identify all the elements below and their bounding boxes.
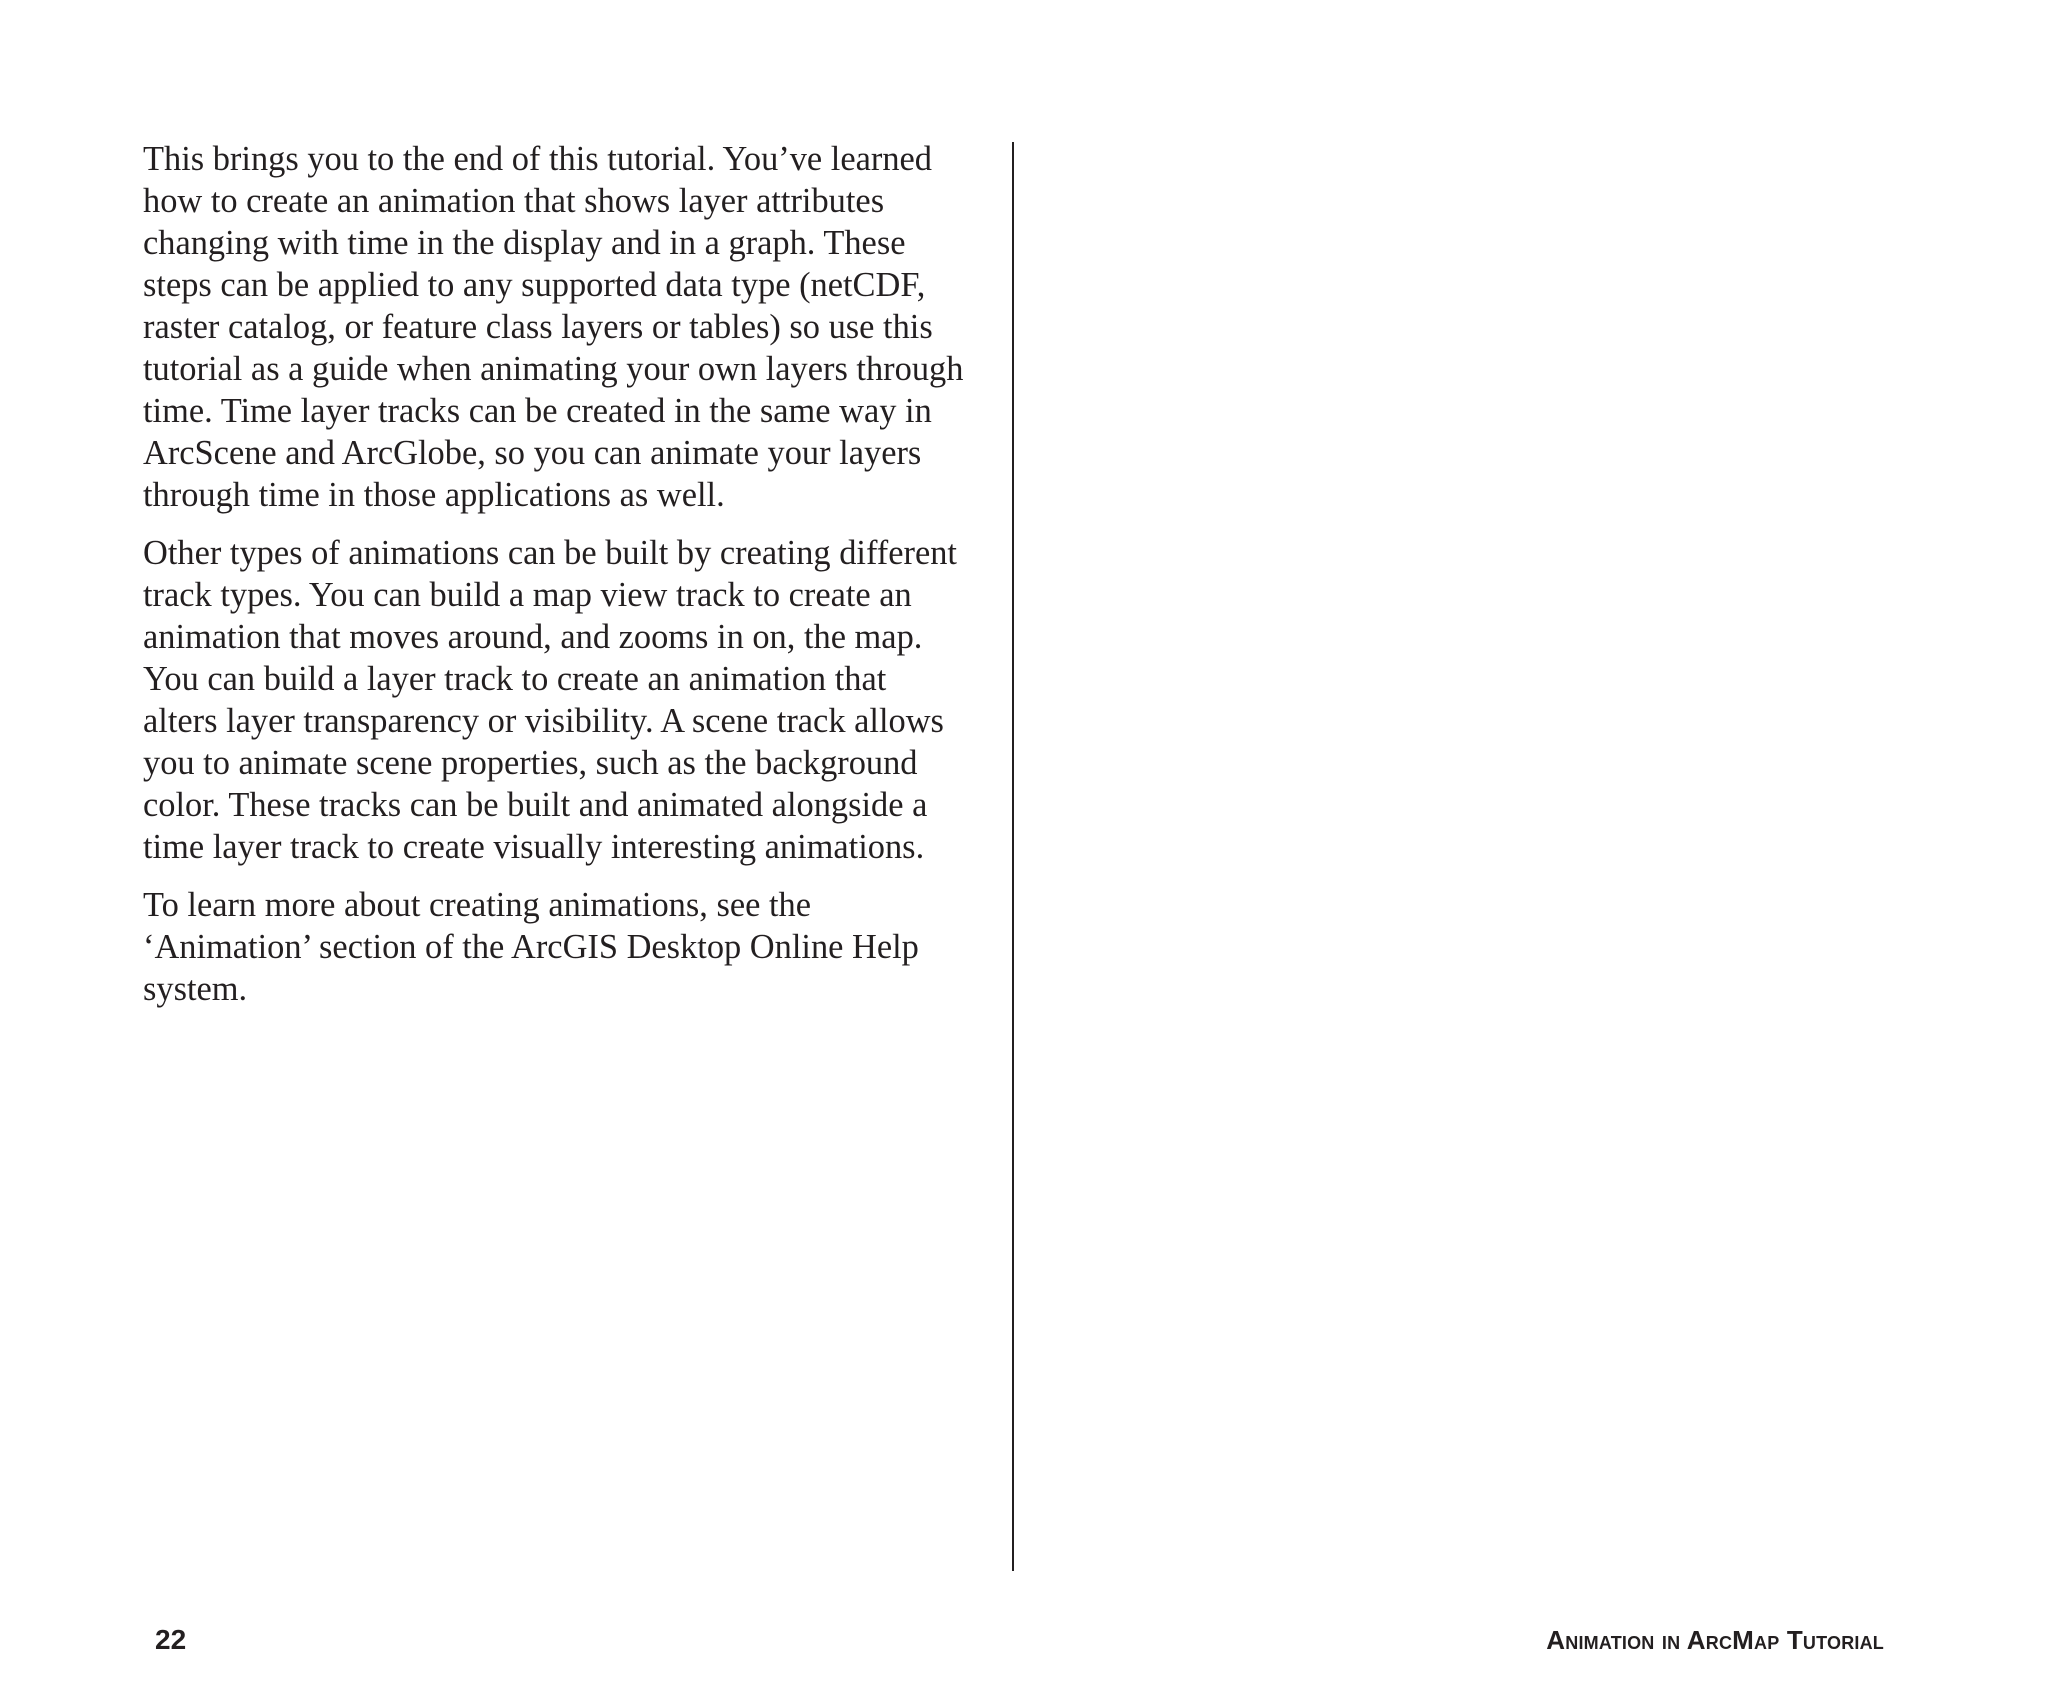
paragraph-learn-more: To learn more about creating animations, see the ‘Animation’ section of the ArcGIS Desktop Online Help system.	[143, 886, 919, 1008]
page-footer	[0, 1620, 2048, 1660]
body-text-column	[143, 138, 1003, 1026]
column-divider	[1012, 142, 1014, 1571]
page-number: 22	[155, 1624, 187, 1655]
paragraph-other-animation-types: Other types of animations can be built by creating different track types. You can build a map view track to create an animation that moves around, and zooms in on, the map. You can build a layer track to create an animation that alters layer transparency or visibility. A scene track allows you to animate scene properties, such as the background color. These tracks can be built and animated alongside a time layer track to create visually interesting animations.	[143, 534, 957, 866]
paragraph-end-of-tutorial: This brings you to the end of this tutorial. You’ve learned how to create an animation that shows layer attributes changing with time in the display and in a graph. These steps can be applied to any supported data type (netCDF, raster catalog, or feature class layers or tables) so use this tutorial as a guide when animating your own layers through time. Time layer tracks can be created in the same way in ArcScene and ArcGlobe, so you can animate your layers through time in those applications as well.	[143, 140, 964, 514]
running-title: Animation in ArcMap Tutorial	[1546, 1625, 1884, 1655]
